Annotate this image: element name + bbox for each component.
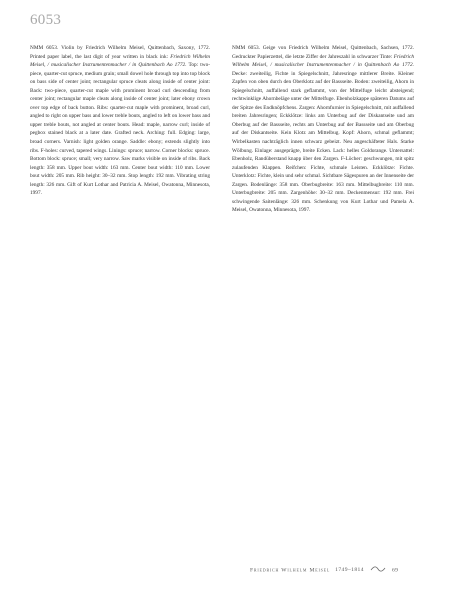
english-label-quote: Friedrich Wilhelm Meisel, / musicalischer Instrumentenmacher / in Quittenbach Ao 1772.	[30, 53, 210, 69]
english-description	[30, 44, 210, 198]
page-footer	[250, 566, 425, 574]
german-description	[232, 44, 414, 215]
german-text-part2: Decke: zweiteilig, Fichte in Spiegelschnitt, Jahresringe mittlerer Breite. Kleiner Zapfen von oben durch den Oberklotz auf der Bassseite. Boden: zweiteilig, Ahorn in Spiegelschnitt, auffallend stark geflammt, von der Mittelfuge leicht absteigend; rechtwinklige Ahornbeläge unter der Mittelfuge. Ebenholzkappe späteren Datums auf der Spitze des Endknöpfchens. Zargen: Ahornfurnier in Spiegelschnitt, mit auffallend breiten Jahresringen; Eckklötze: links am Unterbug auf der Diskantseite und am Oberbug auf der Bassseite, rechts am Unterbug auf der Bassseite und am Oberbug auf der Diskantseite. Kein Klotz am Mittelbug. Kopf: Ahorn, schmal geflammt; Wirbelkasten nachträglich innen schwarz gebeizt. Neu angeschäfteter Hals. Starke Wölbung. Einlage: ausgeprägte, breite Ecken. Lack: helles Goldorange. Untersattel: Ebenholz, Randüberstand knapp über den Zargen. F-Löcher: geschwungen, mit spitz zulaufenden Klappen. Reifchen: Fichte, schmale Leisten. Eckklötze: Fichte. Unterklotz: Fichte, klein und sehr schmal. Sichtbare Sägespuren an der Innenseite der Zargen. Bodenlänge: 358 mm. Oberbugbreite: 163 mm. Mittelbugbreite: 110 mm. Unterbugbreite: 205 mm. Zargenhöhe: 30–32 mm. Deckenmensur: 192 mm. Frei schwingende Saitenlänge: 326 mm. Schenkung von Kurt Lothar und Pamela A. Meisel, Owatonna, Minnesota, 1997.	[232, 70, 414, 214]
english-text-part2: Top: two-piece, quarter-cut spruce, medium grain; small dowel hole through top into top block on bass side of center joint; rectangular spruce cleats along inside of center joint: Back: two-piece, quarter-cut maple with prominent broad curl descending from center joint; rectangular maple cleats along inside of center joint; later ebony crown over top edge of back button. Ribs: quarter-cut maple with prominent, broad curl, angled to right on upper bass and lower treble bouts, angled to left on lower bass and upper treble bouts, not angled at center bouts. Head: maple, narrow curl; inside of pegbox stained black at a later date. Grafted neck. Arching: full. Edging: large, broad corners. Varnish: light golden orange. Saddle: ebony; extends slightly into ribs. F-holes: curved, tapered wings. Linings: spruce; narrow. Corner blocks: spruce. Bottom block: spruce; small; very narrow. Saw marks visible on inside of ribs. Back length: 358 mm. Upper bout width: 163 mm. Center bout width: 110 mm. Lower bout width: 205 mm. Rib height: 30–32 mm. Stop length: 192 mm. Vibrating string length: 326 mm. Gift of Kurt Lothar and Patricia A. Meisel, Owatonna, Minnesota, 1997.	[30, 62, 210, 197]
english-text-part1: NMM 6053. Violin by Friedrich Wilhelm Meisel, Quittenbach, Saxony, 1772. Printed paper label, the last digit of year written in black ink:	[30, 45, 210, 60]
wave-ornament-icon	[370, 566, 386, 574]
german-text-part1: NMM 6053. Geige von Friedrich Wilhelm Meisel, Quittenbach, Sachsen, 1772. Gedruckter Papierzettel, die letzte Ziffer der Jahreszahl in schwarzer Tinte:	[232, 45, 414, 60]
page-number: 69	[391, 567, 399, 574]
german-label-quote: Friedrich Wilhelm Meisel, / musicalischer Instrumentenmacher / in Quittenbach Ao 1772.	[232, 53, 414, 69]
running-head-dates: 1749–1814	[335, 567, 364, 574]
catalog-number: 6053	[30, 12, 62, 28]
running-head: Friedrich Wilhelm Meisel	[250, 567, 331, 574]
